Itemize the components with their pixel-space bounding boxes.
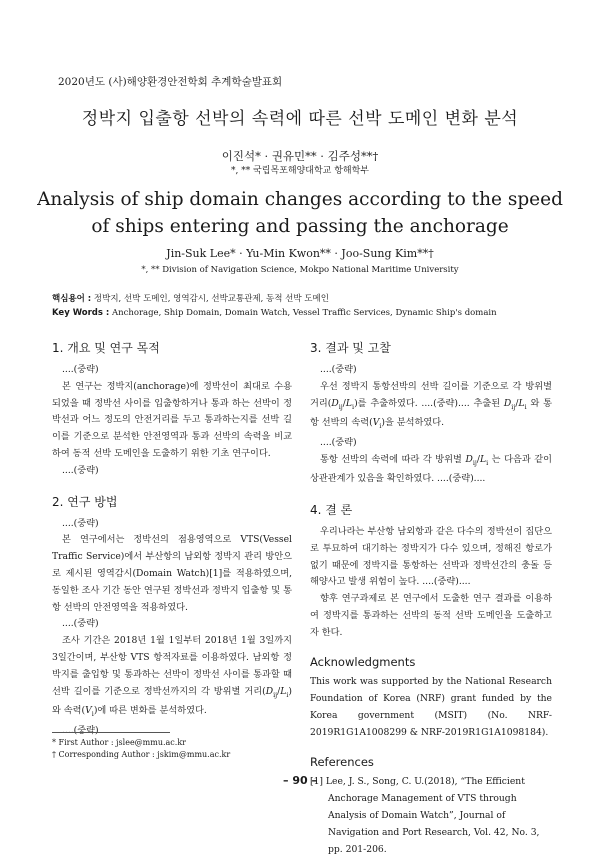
section-1-omitted: ....(중략) bbox=[62, 364, 99, 375]
math-v: V bbox=[85, 705, 92, 717]
section-3-paragraph-2 bbox=[310, 452, 552, 488]
keywords-english-label: Key Words : bbox=[52, 308, 110, 318]
math-d: D bbox=[465, 453, 473, 465]
math-slash: / bbox=[515, 397, 519, 409]
math-v-sub: i bbox=[91, 710, 94, 718]
authors-korean: 이진석* · 권유민** · 김주성**† bbox=[221, 149, 379, 163]
math-d-sub: ij bbox=[273, 690, 278, 699]
title-english: Analysis of ship domain changes according to the speed of ships entering and passing the anchorage bbox=[37, 189, 563, 237]
title-korean: 정박지 입출항 선박의 속력에 따른 선박 도메인 변화 분석 bbox=[81, 109, 519, 129]
math-d-sub: ij bbox=[511, 402, 516, 411]
section-2-omitted-2: ....(중략) bbox=[62, 618, 99, 630]
math-d: D bbox=[265, 685, 274, 697]
acknowledgments-text: This work was supported by the National Research Foundation of Korea (NRF) grant funded by the Korea government (MSIT) (No. NRF-2019R1G1A1008299 & NRF-2019R1G1A1098184). bbox=[310, 676, 552, 738]
section-1-paragraph: 본 연구는 정박지(anchorage)에 정박선이 최대로 수용되었을 때 정박선 사이를 입출항하거나 통과 하는 선박이 정박선과 어느 정도의 안전거리를 두고 통과하는지를 선박 길이를 기준으로 분석한 안전영역과 통과 선박의 속력을 비교하여 동적 선박 도메인을 도출하기 위한 기초 연구이다. bbox=[52, 380, 292, 459]
section-4-paragraph: 우리나라는 부산항 남외항과 같은 다수의 정박선이 집단으로 투묘하여 대기하는 정박지가 다수 있으며, 정해진 항로가 없기 때문에 정박지를 통항하는 선박과 정박선간의 충돌 등 해양사고 발생 위험이 높다. ....(중략).... bbox=[310, 526, 552, 588]
keywords-english-text: Anchorage, Ship Domain, Domain Watch, Vessel Traffic Services, Dynamic Ship's domain bbox=[109, 308, 497, 318]
text-segment: 조사 기간은 2018년 1월 1일부터 2018년 1월 3일까지 3일간이며, 부산항 VTS 항적자료를 이용하였다. 남외항 정박지를 출입항 및 통과하는 선박이 정박선 사이를 통과할 때 선박 길이를 기준으로 정박선까지의 각 방위별 거리( bbox=[52, 635, 292, 697]
section-4-paragraph-2: 향후 연구과제로 본 연구에서 도출한 연구 결과를 이용하여 정박지를 통과하는 선박의 동적 선박 도메인을 도출하고자 한다. bbox=[310, 593, 552, 638]
page-number: – 90 – bbox=[283, 774, 317, 787]
keywords-korean bbox=[52, 292, 552, 306]
math-l: L bbox=[280, 685, 287, 697]
text-segment: )를 추출하였다. ....(중략).... 추출된 bbox=[354, 397, 504, 409]
section-3-omitted-2: ....(중략) bbox=[320, 436, 357, 448]
math-l-sub: i bbox=[286, 690, 289, 699]
reference-item: [1] Lee, J. S., Song, C. U.(2018), “The Efficient Anchorage Management of VTS through Analysis of Domain Watch”, Journal of Navigation and Port Research, Vol. 42, No. 3, pp. 201-206. bbox=[310, 776, 540, 855]
math-v: V bbox=[372, 417, 380, 429]
math-l-sub: i bbox=[352, 402, 355, 411]
authors-english: Jin-Suk Lee* · Yu-Min Kwon** · Joo-Sung Kim**† bbox=[166, 247, 434, 260]
math-v-sub: i bbox=[379, 422, 382, 431]
references-heading: References bbox=[310, 754, 374, 769]
text-segment: 는 다음과 같이 상관관계가 있음을 확인하였다. ....(중략).... bbox=[310, 453, 552, 485]
section-3-heading: 3. 결과 및 고찰 bbox=[310, 341, 391, 355]
left-column bbox=[52, 340, 292, 740]
conference-header: 2020년도 (사)해양환경안전학회 추계학술발표회 bbox=[58, 76, 283, 88]
footnote-first-author: * First Author : jslee@mmu.ac.kr bbox=[52, 738, 187, 747]
section-1-omitted-2: ....(중략) bbox=[62, 464, 99, 476]
math-d: D bbox=[331, 397, 339, 409]
math-l: L bbox=[518, 397, 525, 409]
text-segment: )을 분석하였다. bbox=[381, 417, 445, 429]
section-2-heading: 2. 연구 방법 bbox=[52, 494, 118, 509]
section-3-omitted: ....(중략) bbox=[320, 364, 357, 375]
math-l-sub: i bbox=[486, 458, 489, 467]
math-l-sub: i bbox=[524, 402, 527, 411]
math-slash: / bbox=[342, 397, 346, 409]
text-segment: 통항 선박의 속력에 따라 각 방위별 bbox=[320, 453, 466, 465]
math-d-sub: ij bbox=[472, 458, 477, 467]
math-slash: / bbox=[476, 453, 480, 465]
footnote-divider bbox=[52, 732, 170, 733]
affiliation-english: *, ** Division of Navigation Science, Mokpo National Maritime University bbox=[141, 265, 459, 275]
text-segment: 우선 정박지 통항선박의 선박 길이를 기준으로 각 방위별 거리( bbox=[310, 380, 552, 409]
section-2-paragraph-2 bbox=[52, 633, 292, 723]
text-segment: )와 속력( bbox=[52, 685, 292, 717]
section-2-omitted-3: ....(중략) bbox=[62, 724, 99, 736]
footnotes bbox=[52, 737, 230, 761]
keywords-block bbox=[52, 292, 552, 320]
section-3-paragraph bbox=[310, 379, 552, 435]
section-4-heading: 4. 결 론 bbox=[310, 503, 353, 518]
section-1-heading: 1. 개요 및 연구 목적 bbox=[52, 341, 160, 355]
math-slash: / bbox=[277, 685, 281, 697]
keywords-korean-text: 정박지, 선박 도메인, 영역감시, 선박교통관제, 동적 선박 도메인 bbox=[91, 294, 329, 304]
affiliation-korean: *, ** 국립목포해양대학교 항해학부 bbox=[231, 166, 369, 176]
text-segment: 와 통항 선박의 속력( bbox=[310, 397, 552, 429]
math-l: L bbox=[345, 397, 352, 409]
math-d: D bbox=[503, 397, 512, 409]
footnote-corresponding-author: † Corresponding Author : jskim@mmu.ac.kr bbox=[52, 750, 231, 759]
math-l: L bbox=[479, 453, 487, 465]
section-2-omitted: ....(중략) bbox=[62, 517, 99, 529]
math-d-sub: ij bbox=[338, 402, 343, 411]
keywords-korean-label: 핵심용어 : bbox=[52, 294, 92, 304]
acknowledgments-heading: Acknowledgments bbox=[310, 654, 416, 669]
section-2-paragraph: 본 연구에서는 정박선의 점용영역으로 VTS(Vessel Traffic Service)에서 부산항의 남외항 정박지 관리 방안으로 제시된 영역감시(Domain Watch)[1]를 적용하였으며, 동일한 조사 기간 동안 연구된 정박선과 정박지 입출항 및 통항 선박의 안전영역을 적용하였다. bbox=[52, 534, 292, 613]
keywords-english bbox=[52, 306, 552, 320]
text-segment: )에 따른 변화를 분석하였다. bbox=[93, 705, 207, 717]
